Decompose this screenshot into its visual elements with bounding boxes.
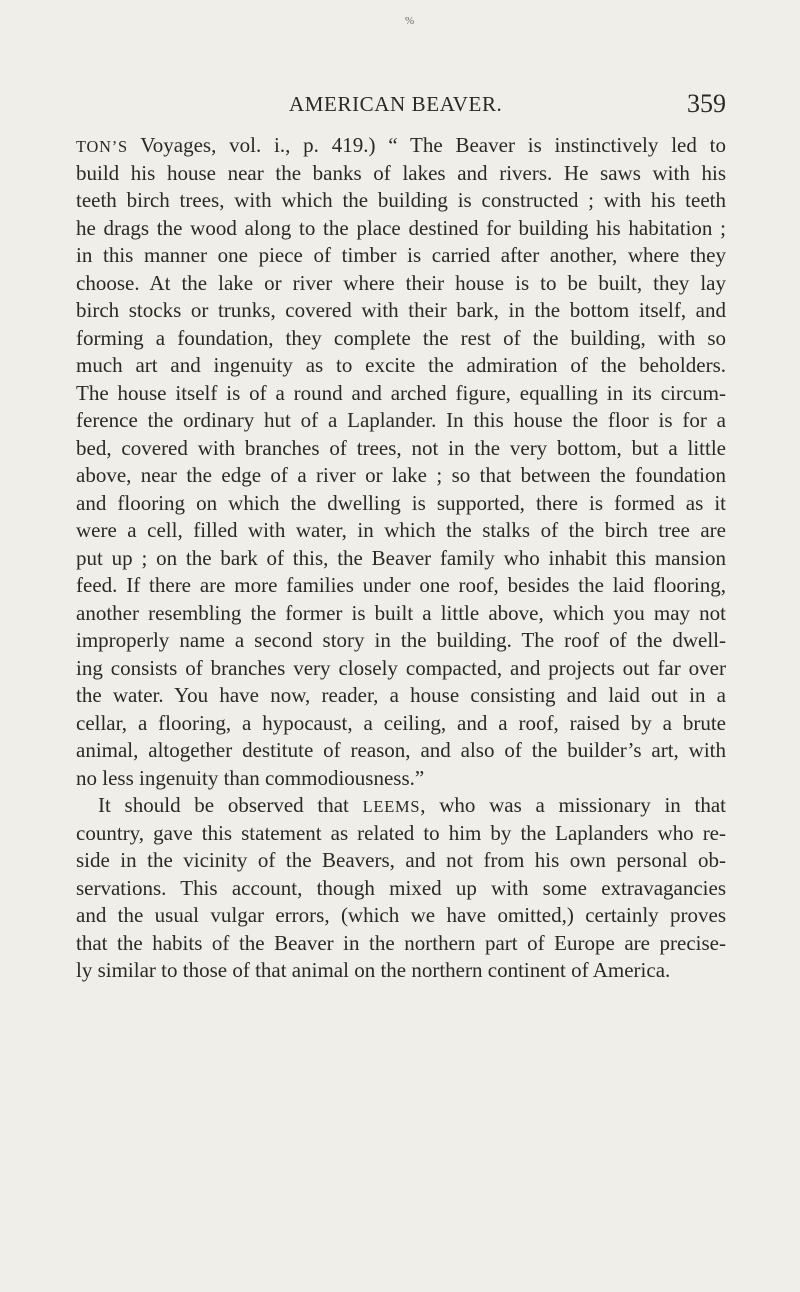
text-line: servations. This account, though mixed up with some extravagancies <box>76 875 726 900</box>
text-line: were a cell, filled with water, in which the stalks of the birch tree are <box>76 518 726 542</box>
text-line: ly similar to those of that animal on the northern continent of America. <box>76 958 671 982</box>
text-line: cellar, a flooring, a hypocaust, a ceiling, and a roof, raised by a brute <box>76 710 726 735</box>
text-line: and the usual vulgar errors, (which we have omitted,) certainly proves <box>76 903 726 927</box>
text-line: ing consists of branches very closely compacted, and projects out far over <box>76 655 726 680</box>
text-line: teeth birch trees, with which the building is constructed ; with his teeth <box>76 188 726 212</box>
text-line: choose. At the lake or river where their house is to be built, they lay <box>76 270 726 295</box>
text-line: country, gave this statement as related to him by the Laplanders who re- <box>76 820 726 845</box>
text-line: build his house near the banks of lakes and rivers. He saws with his <box>76 160 726 185</box>
small-caps-author: TON’S <box>76 137 128 156</box>
text-line: animal, altogether destitute of reason, and also of the builder’s art, with <box>76 738 726 762</box>
text-line: feed. If there are more families under one roof, besides the laid flooring, <box>76 573 726 597</box>
text-line: ference the ordinary hut of a Laplander. In this house the floor is for a <box>76 408 726 432</box>
page-number: 359 <box>687 89 726 118</box>
text-line: no less ingenuity than commodiousness.” <box>76 765 425 790</box>
text-line: It should be observed that LEEMS, who was a missionary in that <box>98 793 726 817</box>
text-line: in this manner one piece of timber is carried after another, where they <box>76 243 726 267</box>
text-line: birch stocks or trunks, covered with their bark, in the bottom itself, and <box>76 298 726 322</box>
text-line: the water. You have now, reader, a house consisting and laid out in a <box>76 683 726 707</box>
text-line: side in the vicinity of the Beavers, and not from his own personal ob- <box>76 848 726 872</box>
text-line: above, near the edge of a river or lake ; so that between the foundation <box>76 463 726 487</box>
running-head <box>75 89 726 122</box>
text-line: and flooring on which the dwelling is supported, there is formed as it <box>76 490 726 515</box>
text-line: bed, covered with branches of trees, not in the very bottom, but a little <box>76 435 726 460</box>
text-line: TON’S Voyages, vol. i., p. 419.) “ The Beaver is instinctively led to <box>76 133 726 157</box>
page-mark: % <box>405 15 415 27</box>
text-line: he drags the wood along to the place destined for building his habitation ; <box>76 215 726 240</box>
text-line: that the habits of the Beaver in the northern part of Europe are precise- <box>76 930 726 955</box>
text-line: forming a foundation, they complete the rest of the building, with so <box>76 325 726 350</box>
small-caps-name: LEEMS <box>362 797 421 816</box>
header-title: AMERICAN BEAVER. <box>289 92 503 116</box>
body-text <box>76 132 726 985</box>
text-line: The house itself is of a round and arched figure, equalling in its circum- <box>76 380 726 405</box>
text-line: put up ; on the bark of this, the Beaver family who inhabit this mansion <box>76 545 726 570</box>
text-line: improperly name a second story in the building. The roof of the dwell- <box>76 628 726 652</box>
text-line: much art and ingenuity as to excite the admiration of the beholders. <box>76 353 726 377</box>
text-line: another resembling the former is built a little above, which you may not <box>76 600 726 625</box>
